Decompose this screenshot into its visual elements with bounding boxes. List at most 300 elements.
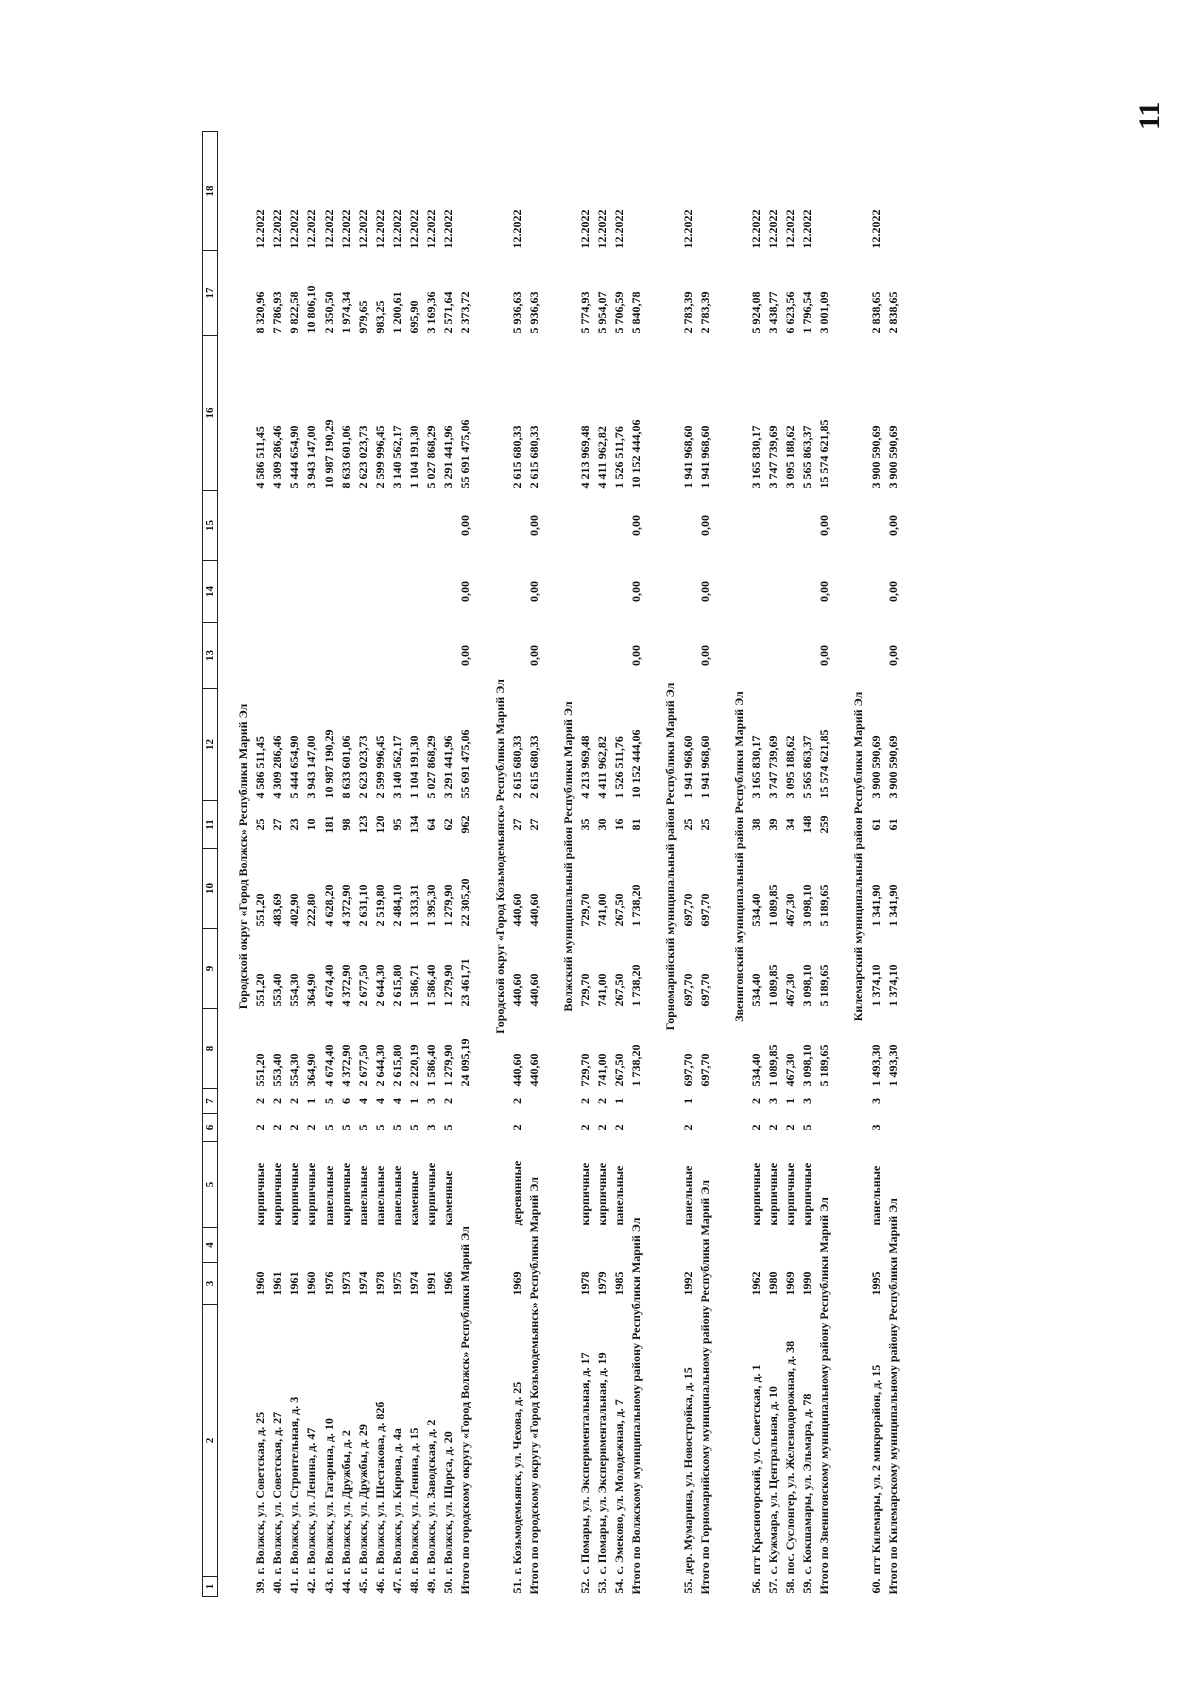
cost-per-m2: 2 783,39 [697,291,712,334]
row-number: 48. [407,1578,422,1594]
entrances: 1 [304,1098,319,1104]
deadline: 12.2022 [441,209,456,249]
total-area: 553,40 [270,1053,285,1087]
build-year: 1974 [355,1271,370,1296]
cost-federal [423,623,440,689]
cost-local [440,491,457,561]
page-number: 11 [1133,101,1166,130]
spacer-cell [645,132,662,1597]
cost-total: 2 615 680,33 [526,735,541,799]
build-year: 1961 [287,1271,302,1296]
residents-count: 120 [372,815,387,834]
residents-count: 61 [868,818,883,831]
deadline: 12.2022 [783,209,798,249]
column-number-9: 9 [203,929,218,1009]
cost-federal [509,623,526,689]
cost-local [748,491,765,561]
row-number: 47. [389,1578,404,1594]
cost-local: 0,00 [885,515,900,536]
column-number-12: 12 [203,689,218,801]
build-year: 1974 [407,1271,422,1296]
overhaul-year [594,1228,611,1263]
cost-regional [321,561,338,623]
entrances: 2 [441,1098,456,1104]
cost-per-m2: 5 706,59 [612,291,627,334]
cost-owners: 3 747 739,69 [766,425,780,489]
column-number-8: 8 [203,1009,218,1089]
cost-regional: 0,00 [526,581,541,602]
entrances: 4 [355,1098,370,1104]
area-residential: 1 341,90 [885,884,900,927]
cost-owners: 5 027 868,29 [424,425,439,489]
section-title: Горномарийский муниципальный район Республики Марий Эл [663,682,678,1031]
address: с. Кокшамары, ул. Эльмара, д. 78 [800,1393,815,1575]
total-area: 467,30 [783,1053,798,1087]
address: г. Волжск, ул. Строительная, д. 3 [287,1396,302,1575]
build-year: 1962 [748,1271,763,1296]
deadline [457,132,474,251]
section-rest [850,132,867,623]
section-title: Звениговский муниципальный район Республики Марий Эл [731,691,746,1022]
column-number-18: 18 [203,132,218,251]
cost-owners: 2 615 680,33 [509,425,524,489]
area-residential: 4 372,90 [338,884,353,927]
residents-count: 10 [304,818,319,831]
entrances: 2 [253,1098,268,1104]
overhaul-year [782,1228,799,1263]
cost-regional: 0,00 [629,581,644,602]
total-area: 3 098,10 [800,1044,815,1087]
column-number-5: 5 [203,1142,218,1228]
floors: 2 [766,1124,780,1131]
row-number: 41. [287,1578,302,1594]
total-area: 2 644,30 [372,1044,387,1087]
cost-total: 8 633 601,06 [338,735,353,799]
wall-material: кирпичные [424,1162,439,1226]
floors: 2 [680,1124,695,1131]
area-apartments: 1 586,71 [407,964,422,1007]
total-area: 1 279,90 [441,1044,456,1087]
entrances: 2 [270,1098,285,1104]
area-apartments: 364,90 [304,973,319,1007]
entrances: 3 [424,1098,439,1104]
residents-count: 98 [338,818,353,831]
cost-local [765,491,782,561]
column-number-4: 4 [203,1228,218,1263]
area-residential: 440,60 [509,893,524,927]
row-number: 52. [577,1578,592,1594]
section-indent [235,1089,252,1597]
cost-federal [286,623,303,689]
cost-federal [269,623,286,689]
total-area: 440,60 [526,1053,541,1087]
cost-owners: 4 309 286,46 [270,425,285,489]
area-residential: 440,60 [526,893,541,927]
row-number: 42. [304,1578,319,1594]
cost-local: 0,00 [697,515,712,536]
table-row [269,132,286,1597]
address: г. Волжск, ул. Щорса, д. 20 [441,1431,456,1575]
cost-local: 0,00 [629,515,644,536]
spacer-cell [543,132,560,1597]
spacer-row [645,132,662,1597]
table-row [355,132,372,1597]
deadline: 12.2022 [372,209,387,249]
total-area: 1 493,30 [868,1044,883,1087]
build-year: 1960 [304,1271,319,1296]
spacer-row [833,132,850,1597]
wall-material: панельные [612,1165,627,1226]
cost-per-m2: 8 320,96 [253,291,268,334]
residents-count: 181 [321,815,336,834]
entrances: 2 [509,1098,524,1104]
area-apartments: 440,60 [526,973,541,1007]
cost-federal [389,623,406,689]
row-number: 49. [424,1578,439,1594]
residents-count: 27 [270,818,285,831]
overhaul-year [406,1228,423,1263]
overhaul-year [269,1228,286,1263]
cost-total: 1 104 191,30 [407,735,422,799]
cost-total: 3 165 830,17 [748,735,763,799]
address: г. Волжск, ул. Советская, д. 27 [270,1411,285,1575]
cost-federal [680,623,697,689]
area-apartments: 729,70 [577,973,592,1007]
total-row [816,132,833,1597]
cost-owners: 3 165 830,17 [748,425,763,489]
residents-count: 62 [441,818,456,831]
build-year: 1980 [766,1271,780,1296]
wall-material: кирпичные [766,1162,780,1226]
cost-local [509,491,526,561]
wall-material: кирпичные [577,1162,592,1226]
area-apartments: 697,70 [697,973,712,1007]
area-apartments: 1 279,90 [441,964,456,1007]
deadline [697,132,714,251]
column-number-16: 16 [203,336,218,491]
cost-per-m2: 1 974,34 [338,291,353,334]
entrances: 1 [680,1098,695,1104]
total-area: 1 493,30 [885,1044,900,1087]
cost-regional [252,561,269,623]
cost-local: 0,00 [817,515,832,536]
column-number-14: 14 [203,561,218,623]
residents-count: 962 [458,815,473,834]
cost-local [303,491,320,561]
total-area: 5 189,65 [817,1044,832,1087]
total-area: 729,70 [577,1053,592,1087]
cost-federal: 0,00 [885,645,900,666]
cost-local [611,491,628,561]
cost-federal [782,623,799,689]
overhaul-year [611,1228,628,1263]
column-number-17: 17 [203,251,218,336]
total-area: 554,30 [287,1053,302,1087]
section-title: Килемарский муниципальный район Республики Марий Эл [851,691,866,1022]
deadline: 12.2022 [407,209,422,249]
area-residential: 2 484,10 [389,884,404,927]
cost-federal [440,623,457,689]
cost-local [389,491,406,561]
area-residential: 222,80 [304,893,319,927]
residents-count: 30 [595,818,610,831]
build-year: 1985 [612,1271,627,1296]
section-header-row [850,132,867,1597]
residents-count: 148 [800,815,815,834]
address: пгт Килемары, ул. 2 микрорайон, д. 15 [868,1364,883,1575]
column-number-10: 10 [203,849,218,929]
total-label: Итого по городскому округу «Город Козьмодемьянск» Республики Марий Эл [526,1176,541,1595]
cost-regional [765,561,782,623]
column-number-7: 7 [203,1089,218,1114]
address: г. Волжск, ул. Дружбы, д. 29 [355,1424,370,1575]
cost-total: 3 900 590,69 [868,735,883,799]
cost-regional: 0,00 [458,581,473,602]
deadline: 12.2022 [766,209,780,249]
overhaul-year [577,1228,594,1263]
address: дер. Мумарина, ул. Новостройка, д. 15 [680,1367,695,1575]
deadline: 12.2022 [748,209,763,249]
cost-federal: 0,00 [526,645,541,666]
cost-local [338,491,355,561]
cost-local [269,491,286,561]
area-residential: 1 738,20 [629,884,644,927]
cost-federal: 0,00 [629,645,644,666]
area-residential: 1 089,85 [766,884,780,927]
residents-count: 123 [355,815,370,834]
total-area: 24 095,19 [458,1038,473,1087]
entrances: 4 [372,1098,387,1104]
area-apartments: 1 738,20 [629,964,644,1007]
area-apartments: 554,30 [287,973,302,1007]
wall-material: кирпичные [270,1162,285,1226]
row-number: 58. [783,1578,798,1594]
wall-material: кирпичные [800,1162,815,1226]
section-title: Городской округ «Город Козьмодемьянск» Республики Марий Эл [492,679,507,1034]
cost-regional [594,561,611,623]
table-row [338,132,355,1597]
overhaul-year [321,1228,338,1263]
total-area: 1 089,85 [766,1044,780,1087]
cost-per-m2: 2 350,50 [321,291,336,334]
cost-per-m2: 983,25 [372,300,387,334]
cost-per-m2: 1 796,54 [800,291,815,334]
cost-per-m2: 1 200,61 [389,291,404,334]
residents-count: 64 [424,818,439,831]
build-year: 1995 [868,1271,883,1296]
total-area: 364,90 [304,1053,319,1087]
deadline: 12.2022 [612,209,627,249]
cost-federal [355,623,372,689]
entrances: 3 [800,1098,815,1104]
address: с. Эмеково, ул. Молодежная, д. 7 [612,1399,627,1575]
row-number: 46. [372,1578,387,1594]
residents-count: 134 [407,815,422,834]
residents-count: 25 [253,818,268,831]
area-residential: 1 333,31 [407,884,422,927]
total-row [526,132,543,1597]
area-apartments: 534,40 [748,973,763,1007]
table-row [868,132,885,1597]
floors: 2 [748,1124,763,1131]
total-area: 1 738,20 [629,1044,644,1087]
column-number-1: 1 [203,1577,218,1597]
floors: 2 [287,1124,302,1131]
area-apartments: 741,00 [595,973,610,1007]
cost-owners: 4 213 969,48 [577,425,592,489]
floors: 2 [595,1124,610,1131]
overhaul-year [440,1228,457,1263]
address: г. Волжск, ул. Дружбы, д. 2 [338,1430,353,1575]
row-number: 45. [355,1578,370,1594]
cost-local [680,491,697,561]
table-row [406,132,423,1597]
area-apartments: 1 374,10 [885,964,900,1007]
residents-count: 81 [629,818,644,831]
cost-federal [577,623,594,689]
cost-regional [355,561,372,623]
deadline: 12.2022 [355,209,370,249]
wall-material: кирпичные [595,1162,610,1226]
overhaul-year [868,1228,885,1263]
wall-material: кирпичные [338,1162,353,1226]
cost-federal [611,623,628,689]
spacer-row [474,132,491,1597]
floors: 3 [868,1124,883,1131]
section-indent [731,1089,748,1597]
area-residential: 483,69 [270,893,285,927]
area-residential: 2 631,10 [355,884,370,927]
residents-count: 35 [577,818,592,831]
cost-federal [594,623,611,689]
cost-regional [389,561,406,623]
build-year: 1960 [253,1271,268,1296]
cost-total: 3 095 188,62 [783,735,798,799]
address: г. Волжск, ул. Кирова, д. 4а [389,1428,404,1575]
floors: 2 [509,1124,524,1131]
area-residential: 729,70 [577,893,592,927]
section-indent [492,1089,509,1597]
deadline: 12.2022 [800,209,815,249]
table-row [799,132,816,1597]
spacer-row [218,132,236,1597]
section-title: Городской округ «Город Волжск» Республики Марий Эл [236,703,251,1010]
total-area: 697,70 [680,1053,695,1087]
cost-regional [286,561,303,623]
cost-owners: 3 291 441,96 [441,425,456,489]
residents-count: 95 [389,818,404,831]
address: с. Кужмара, ул. Центральная, д. 10 [766,1386,780,1575]
area-residential: 697,70 [697,893,712,927]
address: пос. Суслонгер, ул. Железнодорожная, д. 38 [783,1340,798,1575]
wall-material: кирпичные [748,1162,763,1226]
cost-total: 1 941 968,60 [680,735,695,799]
deadline [816,132,833,251]
area-residential: 697,70 [680,893,695,927]
cost-federal: 0,00 [458,645,473,666]
cost-owners: 1 941 968,60 [697,425,712,489]
section-indent [662,1089,679,1597]
residents-count: 23 [287,818,302,831]
cost-per-m2: 3 001,09 [817,291,832,334]
wall-material: кирпичные [783,1162,798,1226]
address: г. Волжск, ул. Ленина, д. 15 [407,1427,422,1575]
cost-local [372,491,389,561]
area-apartments: 1 586,40 [424,964,439,1007]
area-residential: 4 628,20 [321,884,336,927]
residents-count: 27 [526,818,541,831]
section-rest [662,132,679,623]
cost-owners: 15 574 621,85 [817,419,832,489]
area-apartments: 553,40 [270,973,285,1007]
cost-total: 5 027 868,29 [424,735,439,799]
section-rest [235,132,252,623]
cost-local [782,491,799,561]
overhaul-year [338,1228,355,1263]
deadline: 12.2022 [287,209,302,249]
spacer-cell [218,132,236,1597]
entrances: 1 [783,1098,798,1104]
cost-total: 3 747 739,69 [766,735,780,799]
build-year: 1978 [577,1271,592,1296]
area-residential: 534,40 [748,893,763,927]
table-row [321,132,338,1597]
cost-total: 3 943 147,00 [304,735,319,799]
row-number: 60. [868,1578,883,1594]
cost-owners: 5 444 654,90 [287,425,302,489]
cost-regional: 0,00 [885,581,900,602]
cost-total: 4 586 511,45 [253,736,268,799]
cost-per-m2: 3 169,36 [424,291,439,334]
cost-regional [406,561,423,623]
row-number: 53. [595,1578,610,1594]
cost-owners: 8 633 601,06 [338,425,353,489]
floors: 5 [800,1124,815,1131]
cost-federal [748,623,765,689]
table-row [389,132,406,1597]
cost-local [286,491,303,561]
entrances: 1 [407,1098,422,1104]
overhaul-year [423,1228,440,1263]
floors: 5 [355,1124,370,1131]
cost-owners: 4 586 511,45 [253,426,268,489]
total-area: 551,20 [253,1053,268,1087]
cost-regional: 0,00 [697,581,712,602]
cost-federal [252,623,269,689]
cost-local: 0,00 [526,515,541,536]
cost-per-m2: 2 373,72 [458,291,473,334]
section-header-row [235,132,252,1597]
address: г. Волжск, ул. Ленина, д. 47 [304,1427,319,1575]
area-apartments: 440,60 [509,973,524,1007]
cost-per-m2: 5 936,63 [526,291,541,334]
residents-count: 16 [612,818,627,831]
wall-material: деревянные [509,1160,524,1226]
floors: 2 [253,1124,268,1131]
column-number-2: 2 [203,1305,218,1577]
floors: 5 [372,1124,387,1131]
entrances: 4 [389,1098,404,1104]
build-year: 1976 [321,1271,336,1296]
area-residential: 267,50 [612,893,627,927]
area-apartments: 1 374,10 [868,964,883,1007]
column-number-15: 15 [203,491,218,561]
cost-total: 3 140 562,17 [389,735,404,799]
area-apartments: 4 674,40 [321,964,336,1007]
entrances: 6 [338,1098,353,1104]
row-number: 59. [800,1578,815,1594]
column-number-row [203,132,218,1597]
